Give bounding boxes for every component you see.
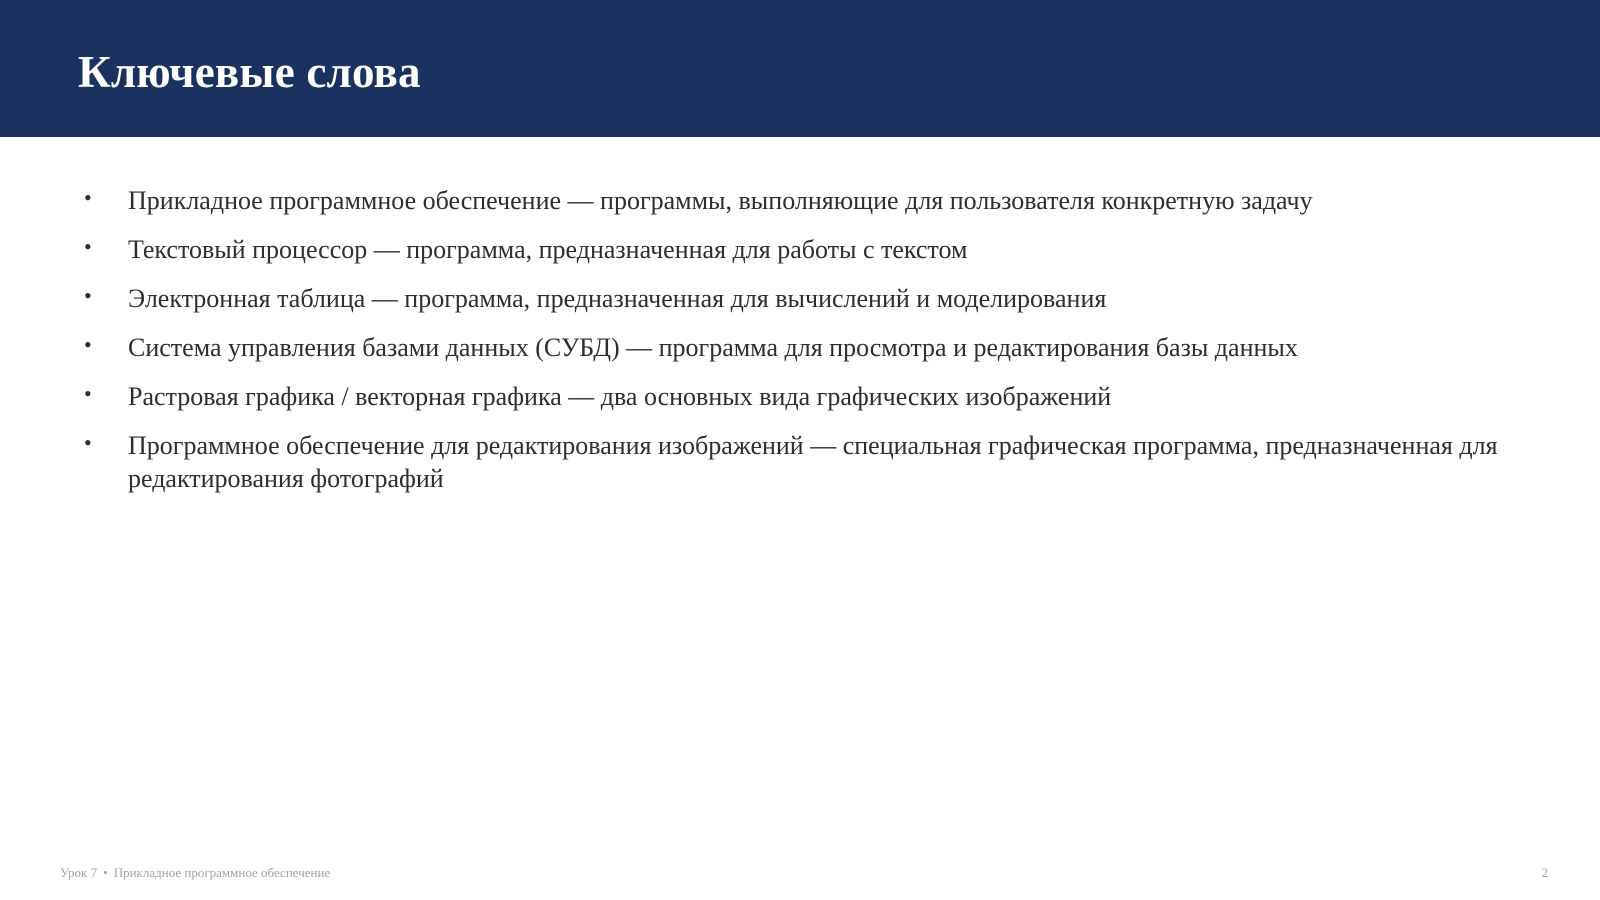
list-item-text: Электронная таблица — программа, предназначенная для вычислений и моделирования xyxy=(128,284,1107,313)
list-item xyxy=(84,282,1504,315)
list-item-text: Программное обеспечение для редактирования изображений — специальная графическая программа, предназначенная для редактирования фотографий xyxy=(128,431,1498,493)
list-item xyxy=(84,233,1504,266)
footer-lesson: Урок 7 xyxy=(60,865,98,880)
keywords-list xyxy=(84,184,1504,511)
slide-title: Ключевые слова xyxy=(78,47,421,97)
bullet-icon: • xyxy=(84,332,92,357)
list-item xyxy=(84,380,1504,413)
bullet-icon: • xyxy=(84,381,92,406)
list-item-text: Текстовый процессор — программа, предназначенная для работы с текстом xyxy=(128,235,968,264)
footer-separator: • xyxy=(103,865,108,880)
footer-topic: Прикладное программное обеспечение xyxy=(113,865,331,880)
list-item xyxy=(84,429,1504,495)
bullet-icon: • xyxy=(84,430,92,455)
list-item xyxy=(84,331,1504,364)
list-item-text: Растровая графика / векторная графика — два основных вида графических изображений xyxy=(128,382,1112,411)
list-item-text: Система управления базами данных (СУБД) — программа для просмотра и редактирования базы данных xyxy=(128,333,1298,362)
bullet-icon: • xyxy=(84,185,92,210)
header-band xyxy=(0,0,1600,137)
page-number: 2 xyxy=(1541,865,1548,880)
list-item-text: Прикладное программное обеспечение — программы, выполняющие для пользователя конкретную задачу xyxy=(128,186,1313,215)
list-item xyxy=(84,184,1504,217)
bullet-icon: • xyxy=(84,283,92,308)
footer xyxy=(60,865,330,881)
bullet-icon: • xyxy=(84,234,92,259)
